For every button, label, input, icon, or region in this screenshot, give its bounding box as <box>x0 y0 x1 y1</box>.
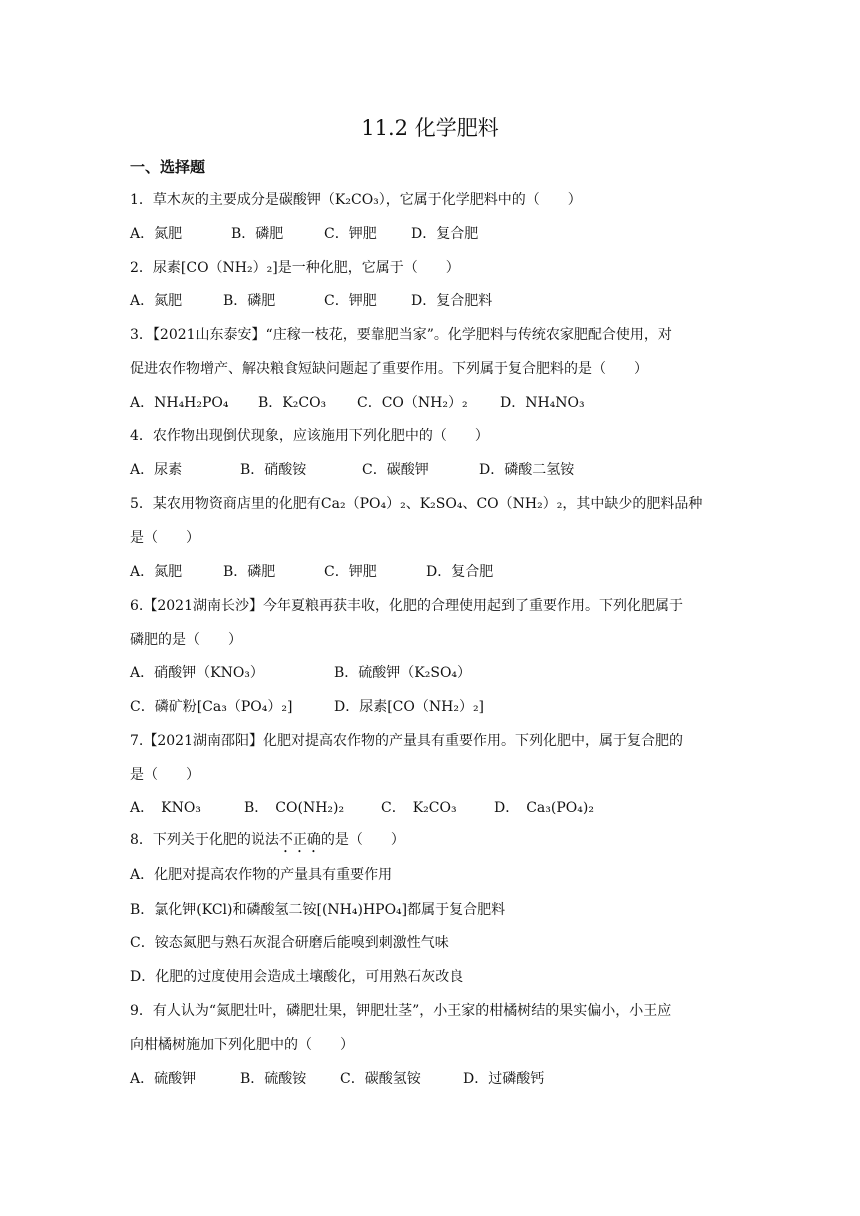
question-5-line-2: 是（ ） <box>130 530 200 546</box>
question-7-options <box>130 797 730 819</box>
q2-option-d: D．复合肥料 <box>411 293 493 309</box>
q4-option-a: A．尿素 <box>130 462 183 478</box>
question-4-options <box>130 459 730 481</box>
question-6-line-1: 6.【2021湖南长沙】今年夏粮再获丰收，化肥的合理使用起到了重要作用。下列化肥属于 <box>130 598 683 614</box>
question-3-options <box>130 392 730 414</box>
section-heading: 一、选择题 <box>130 158 206 176</box>
q1-option-c: C．钾肥 <box>324 226 377 242</box>
question-5-options <box>130 561 730 583</box>
q6-option-d: D．尿素[CO（NH₂）₂] <box>334 699 485 715</box>
q8-option-b: B．氯化钾(KCl)和磷酸氢二铵[(NH₄)HPO₄]都属于复合肥料 <box>130 902 506 918</box>
question-4: 4．农作物出现倒伏现象，应该施用下列化肥中的（ ） <box>130 428 489 444</box>
q9-option-c: C．碳酸氢铵 <box>340 1071 421 1087</box>
question-9-options <box>130 1068 730 1090</box>
q5-option-a: A．氮肥 <box>130 564 183 580</box>
q5-option-d: D．复合肥 <box>426 564 494 580</box>
q1-option-a: A．氮肥 <box>130 226 183 242</box>
question-6-options-row-1 <box>130 662 730 684</box>
q8-prefix: 8．下列关于化肥的说法 <box>130 832 279 848</box>
q8-option-a: A．化肥对提高农作物的产量具有重要作用 <box>130 867 393 883</box>
question-3-line-2: 促进农作物增产、解决粮食短缺问题起了重要作用。下列属于复合肥料的是（ ） <box>130 361 648 377</box>
q6-option-a: A．硝酸钾（KNO₃） <box>130 665 264 681</box>
q5-option-b: B．磷肥 <box>223 564 276 580</box>
q3-option-a: A．NH₄H₂PO₄ <box>130 395 229 411</box>
question-2: 2．尿素[CO（NH₂）₂]是一种化肥，它属于（ ） <box>130 260 460 276</box>
q1-option-d: D．复合肥 <box>411 226 479 242</box>
question-1-options <box>130 223 730 245</box>
q8-suffix: 的是（ ） <box>320 832 405 848</box>
q8-option-c: C．铵态氮肥与熟石灰混合研磨后能嗅到刺激性气味 <box>130 935 449 951</box>
q8-option-d: D．化肥的过度使用会造成土壤酸化，可用熟石灰改良 <box>130 969 464 985</box>
question-6-line-2: 磷肥的是（ ） <box>130 632 242 648</box>
q4-option-b: B．硝酸铵 <box>240 462 307 478</box>
page-title: 11.2 化学肥料 <box>361 116 499 140</box>
question-3-line-1: 3．【2021山东泰安】“庄稼一枝花，要靠肥当家”。化学肥料与传统农家肥配合使用，对 <box>130 327 672 343</box>
question-8 <box>130 829 405 856</box>
question-7-line-2: 是（ ） <box>130 767 200 783</box>
q8-emphasis: 不正确 <box>278 832 321 848</box>
q7-option-b: B． CO(NH₂)₂ <box>244 800 345 816</box>
q4-option-c: C．碳酸钾 <box>362 462 429 478</box>
question-1: 1．草木灰的主要成分是碳酸钾（K₂CO₃），它属于化学肥料中的（ ） <box>130 192 582 208</box>
q7-option-d: D． Ca₃(PO₄)₂ <box>494 800 594 816</box>
question-2-options <box>130 290 730 312</box>
q2-option-c: C．钾肥 <box>324 293 377 309</box>
q3-option-b: B．K₂CO₃ <box>258 395 327 411</box>
q9-option-d: D．过磷酸钙 <box>463 1071 545 1087</box>
question-9-line-2: 向柑橘树施加下列化肥中的（ ） <box>130 1037 354 1053</box>
q2-option-b: B．磷肥 <box>223 293 276 309</box>
q7-option-c: C． K₂CO₃ <box>381 800 457 816</box>
question-9-line-1: 9．有人认为“氮肥壮叶，磷肥壮果，钾肥壮茎”，小王家的柑橘树结的果实偏小，小王应 <box>130 1003 672 1019</box>
q3-option-c: C．CO（NH₂）₂ <box>357 395 468 411</box>
q7-option-a: A． KNO₃ <box>130 800 201 816</box>
q1-option-b: B．磷肥 <box>231 226 284 242</box>
q6-option-b: B．硫酸钾（K₂SO₄） <box>334 665 472 681</box>
question-5-line-1: 5．某农用物资商店里的化肥有Ca₂（PO₄）₂、K₂SO₄、CO（NH₂）₂，其中缺少的肥料品种 <box>130 496 703 512</box>
question-7-line-1: 7.【2021湖南邵阳】化肥对提高农作物的产量具有重要作用。下列化肥中，属于复合肥的 <box>130 733 683 749</box>
q3-option-d: D．NH₄NO₃ <box>500 395 585 411</box>
q9-option-b: B．硫酸铵 <box>240 1071 307 1087</box>
q9-option-a: A．硫酸钾 <box>130 1071 197 1087</box>
q5-option-c: C．钾肥 <box>324 564 377 580</box>
q2-option-a: A．氮肥 <box>130 293 183 309</box>
q6-option-c: C．磷矿粉[Ca₃（PO₄）₂] <box>130 699 293 715</box>
question-6-options-row-2 <box>130 696 730 718</box>
q4-option-d: D．磷酸二氢铵 <box>479 462 575 478</box>
